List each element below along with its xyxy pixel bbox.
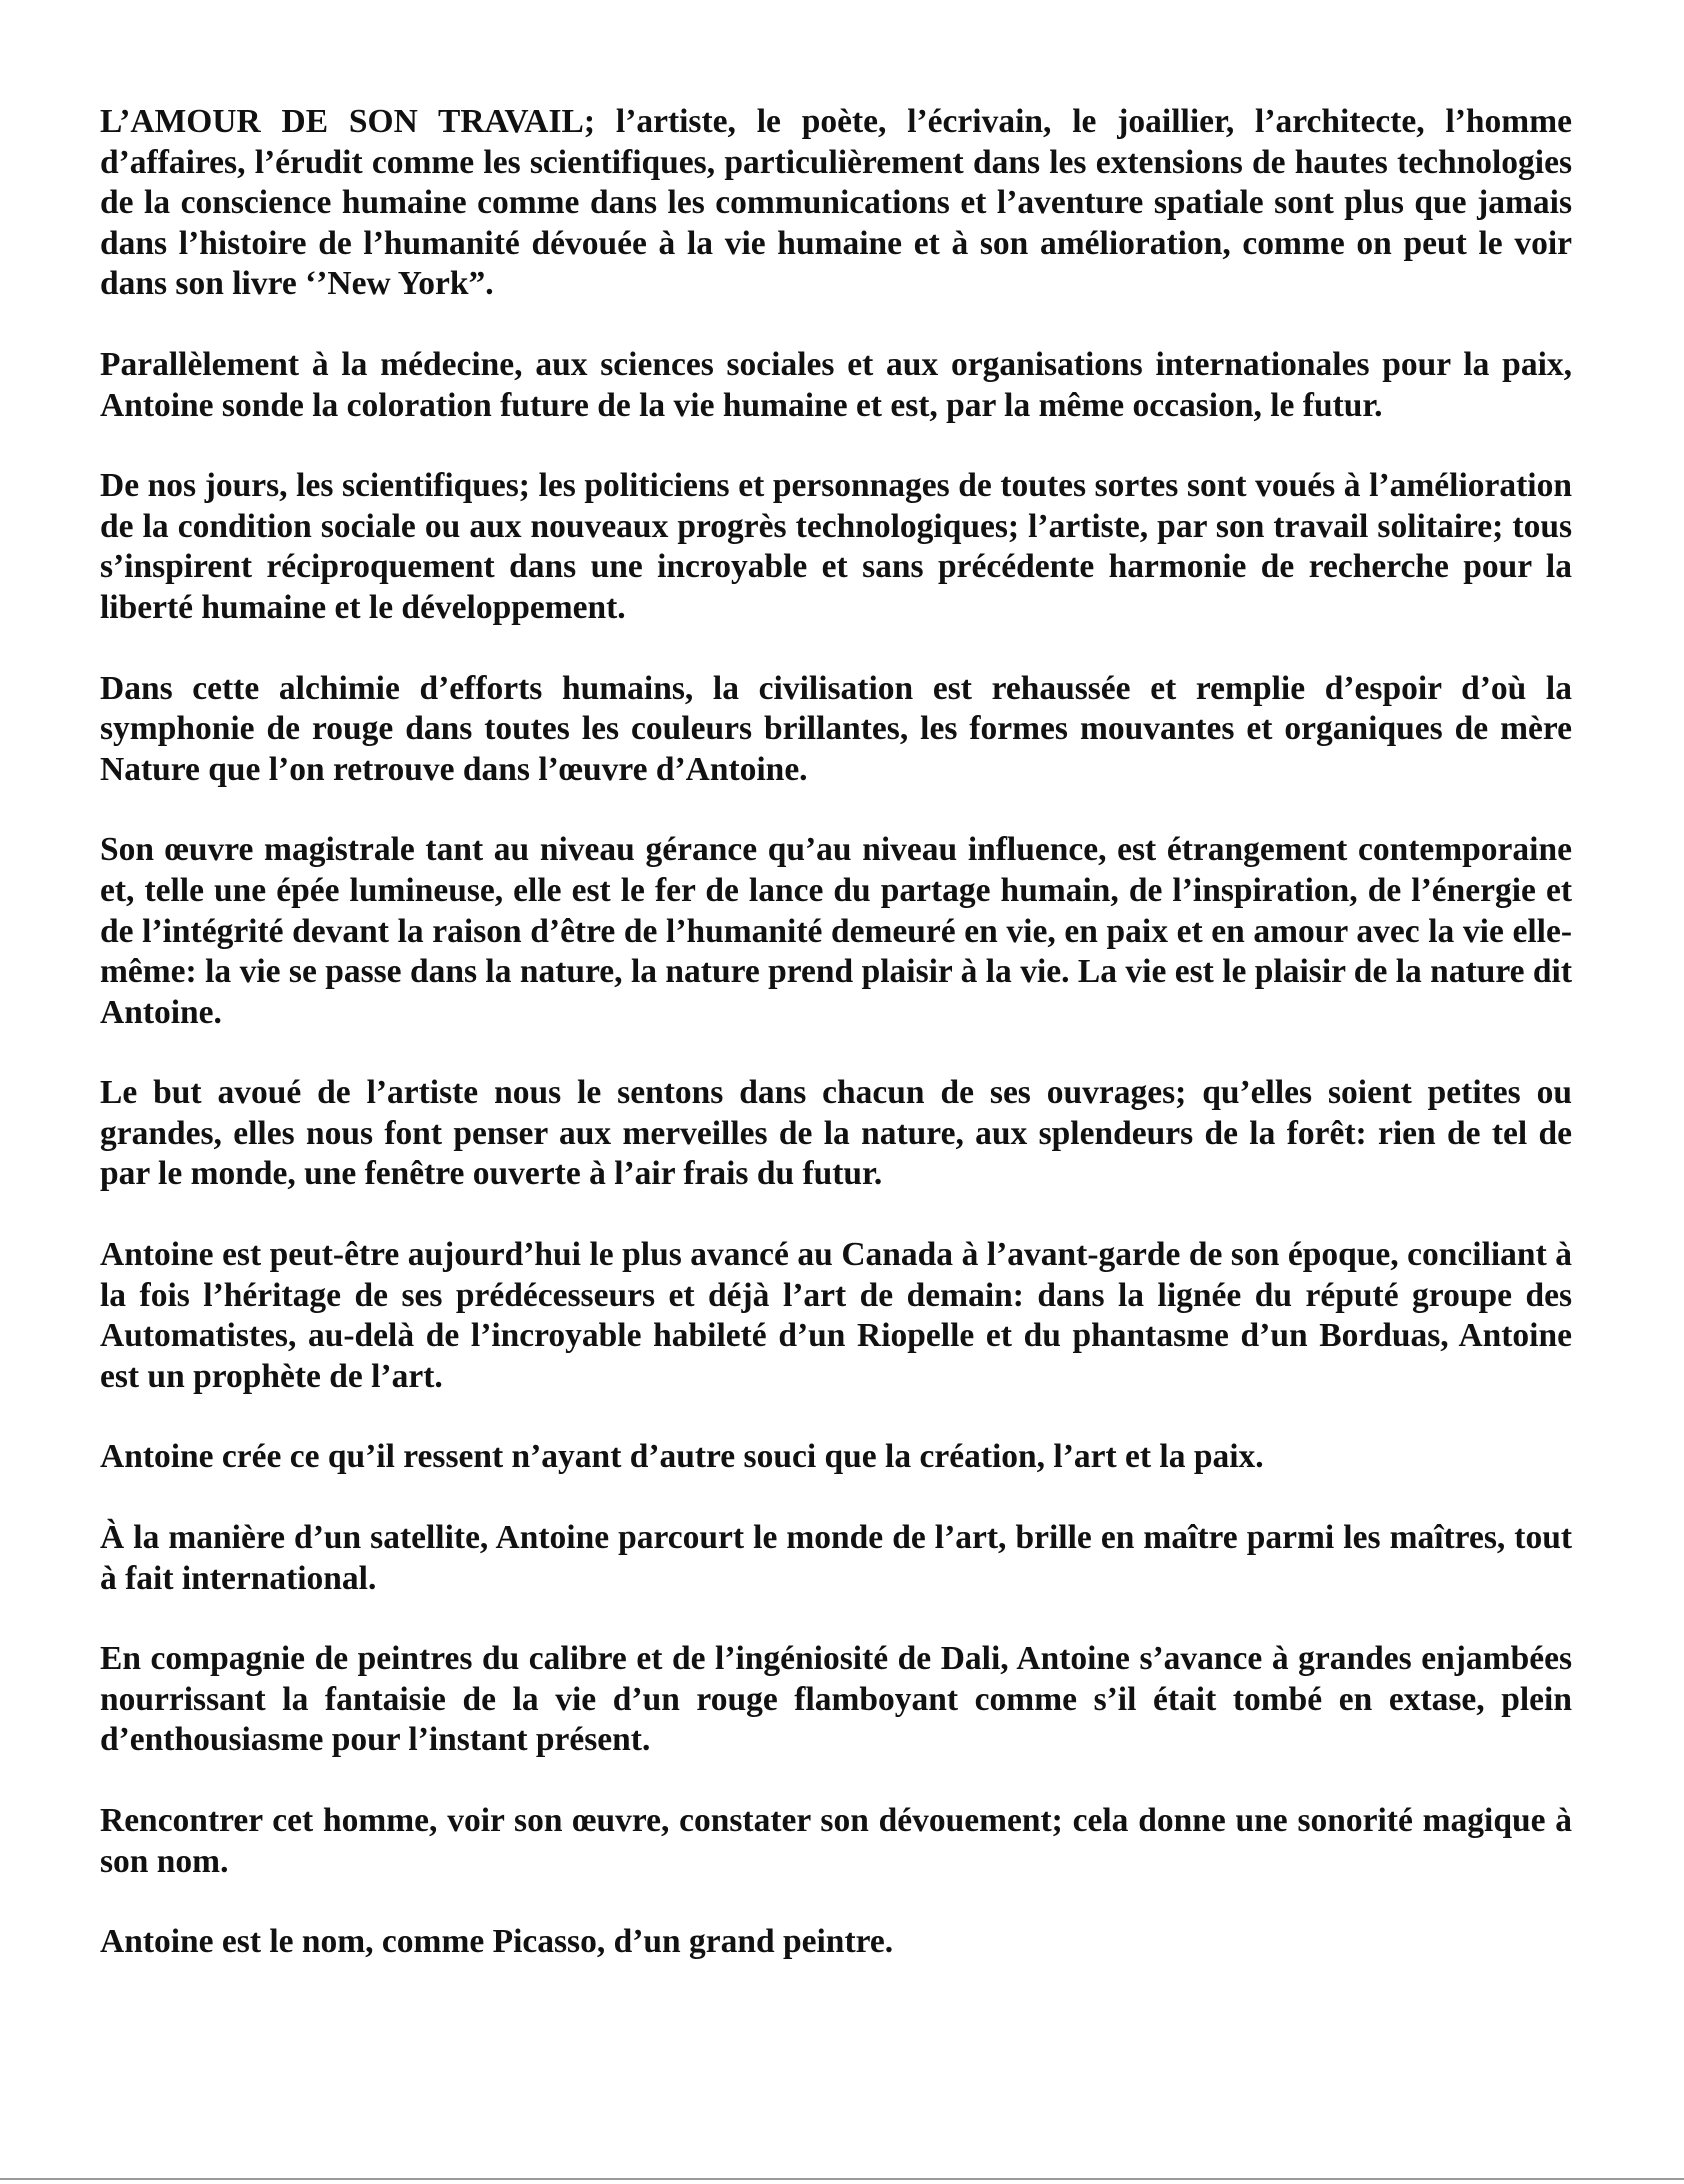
paragraph-11: Rencontrer cet homme, voir son œuvre, constater son dévouement; cela donne une sonorité magique à son nom. xyxy=(100,1802,1572,1880)
paragraph-6: Le but avoué de l’artiste nous le sentons dans chacun de ses ouvrages; qu’elles soient petites ou grandes, elles nous font penser aux merveilles de la nature, aux splendeurs de la forêt: rien de tel de par le monde, une fenêtre ouverte à l’air frais du futur. xyxy=(100,1074,1572,1193)
paragraph-12: Antoine est le nom, comme Picasso, d’un grand peintre. xyxy=(100,1923,894,1961)
paragraph-8: Antoine crée ce qu’il ressent n’ayant d’autre souci que la création, l’art et la paix. xyxy=(100,1438,1264,1476)
paragraph-9: À la manière d’un satellite, Antoine parcourt le monde de l’art, brille en maître parmi les maîtres, tout à fait international. xyxy=(100,1519,1572,1597)
page-bottom-divider xyxy=(0,2178,1684,2180)
paragraph-5: Son œuvre magistrale tant au niveau gérance qu’au niveau influence, est étrangement contemporaine et, telle une épée lumineuse, elle est le fer de lance du partage humain, de l’inspiration, de l’énergie et de l’intégrité devant la raison d’être de l’humanité demeuré en vie, en paix et en amour avec la vie elle-même: la vie se passe dans la nature, la nature prend plaisir à la vie. La vie est le plaisir de la nature dit Antoine. xyxy=(100,831,1572,1031)
paragraph-7: Antoine est peut-être aujourd’hui le plus avancé au Canada à l’avant-garde de son époque, conciliant à la fois l’héritage de ses prédécesseurs et déjà l’art de demain: dans la lignée du réputé groupe des Automatistes, au-delà de l’incroyable habileté d’un Riopelle et du phantasme d’un Borduas, Antoine est un prophète de l’art. xyxy=(100,1236,1572,1395)
paragraph-3: De nos jours, les scientifiques; les politiciens et personnages de toutes sortes sont voués à l’amélioration de la condition sociale ou aux nouveaux progrès technologiques; l’artiste, par son travail solitaire; tous s’inspirent réciproquement dans une incroyable et sans précédente harmonie de recherche pour la liberté humaine et le développement. xyxy=(100,467,1572,626)
paragraph-4: Dans cette alchimie d’efforts humains, la civilisation est rehaussée et remplie d’espoir d’où la symphonie de rouge dans toutes les couleurs brillantes, les formes mouvantes et organiques de mère Nature que l’on retrouve dans l’œuvre d’Antoine. xyxy=(100,669,1572,788)
paragraph-10: En compagnie de peintres du calibre et de l’ingéniosité de Dali, Antoine s’avance à grandes enjambées nourrissant la fantaisie de la vie d’un rouge flamboyant comme s’il était tombé en extase, plein d’enthousiasme pour l’instant présent. xyxy=(100,1640,1572,1759)
paragraph-1: L’AMOUR DE SON TRAVAIL; l’artiste, le poète, l’écrivain, le joaillier, l’architecte, l’homme d’affaires, l’érudit comme les scientifiques, particulièrement dans les extensions de hautes technologies de la conscience humaine comme dans les communications et l’aventure spatiale sont plus que jamais dans l’histoire de l’humanité dévouée à la vie humaine et à son amélioration, comme on peut le voir dans son livre ‘’New York”. xyxy=(100,103,1572,303)
paragraph-2: Parallèlement à la médecine, aux sciences sociales et aux organisations internationales pour la paix, Antoine sonde la coloration future de la vie humaine et est, par la même occasion, le futur. xyxy=(100,345,1572,424)
document-body xyxy=(100,102,1572,2003)
